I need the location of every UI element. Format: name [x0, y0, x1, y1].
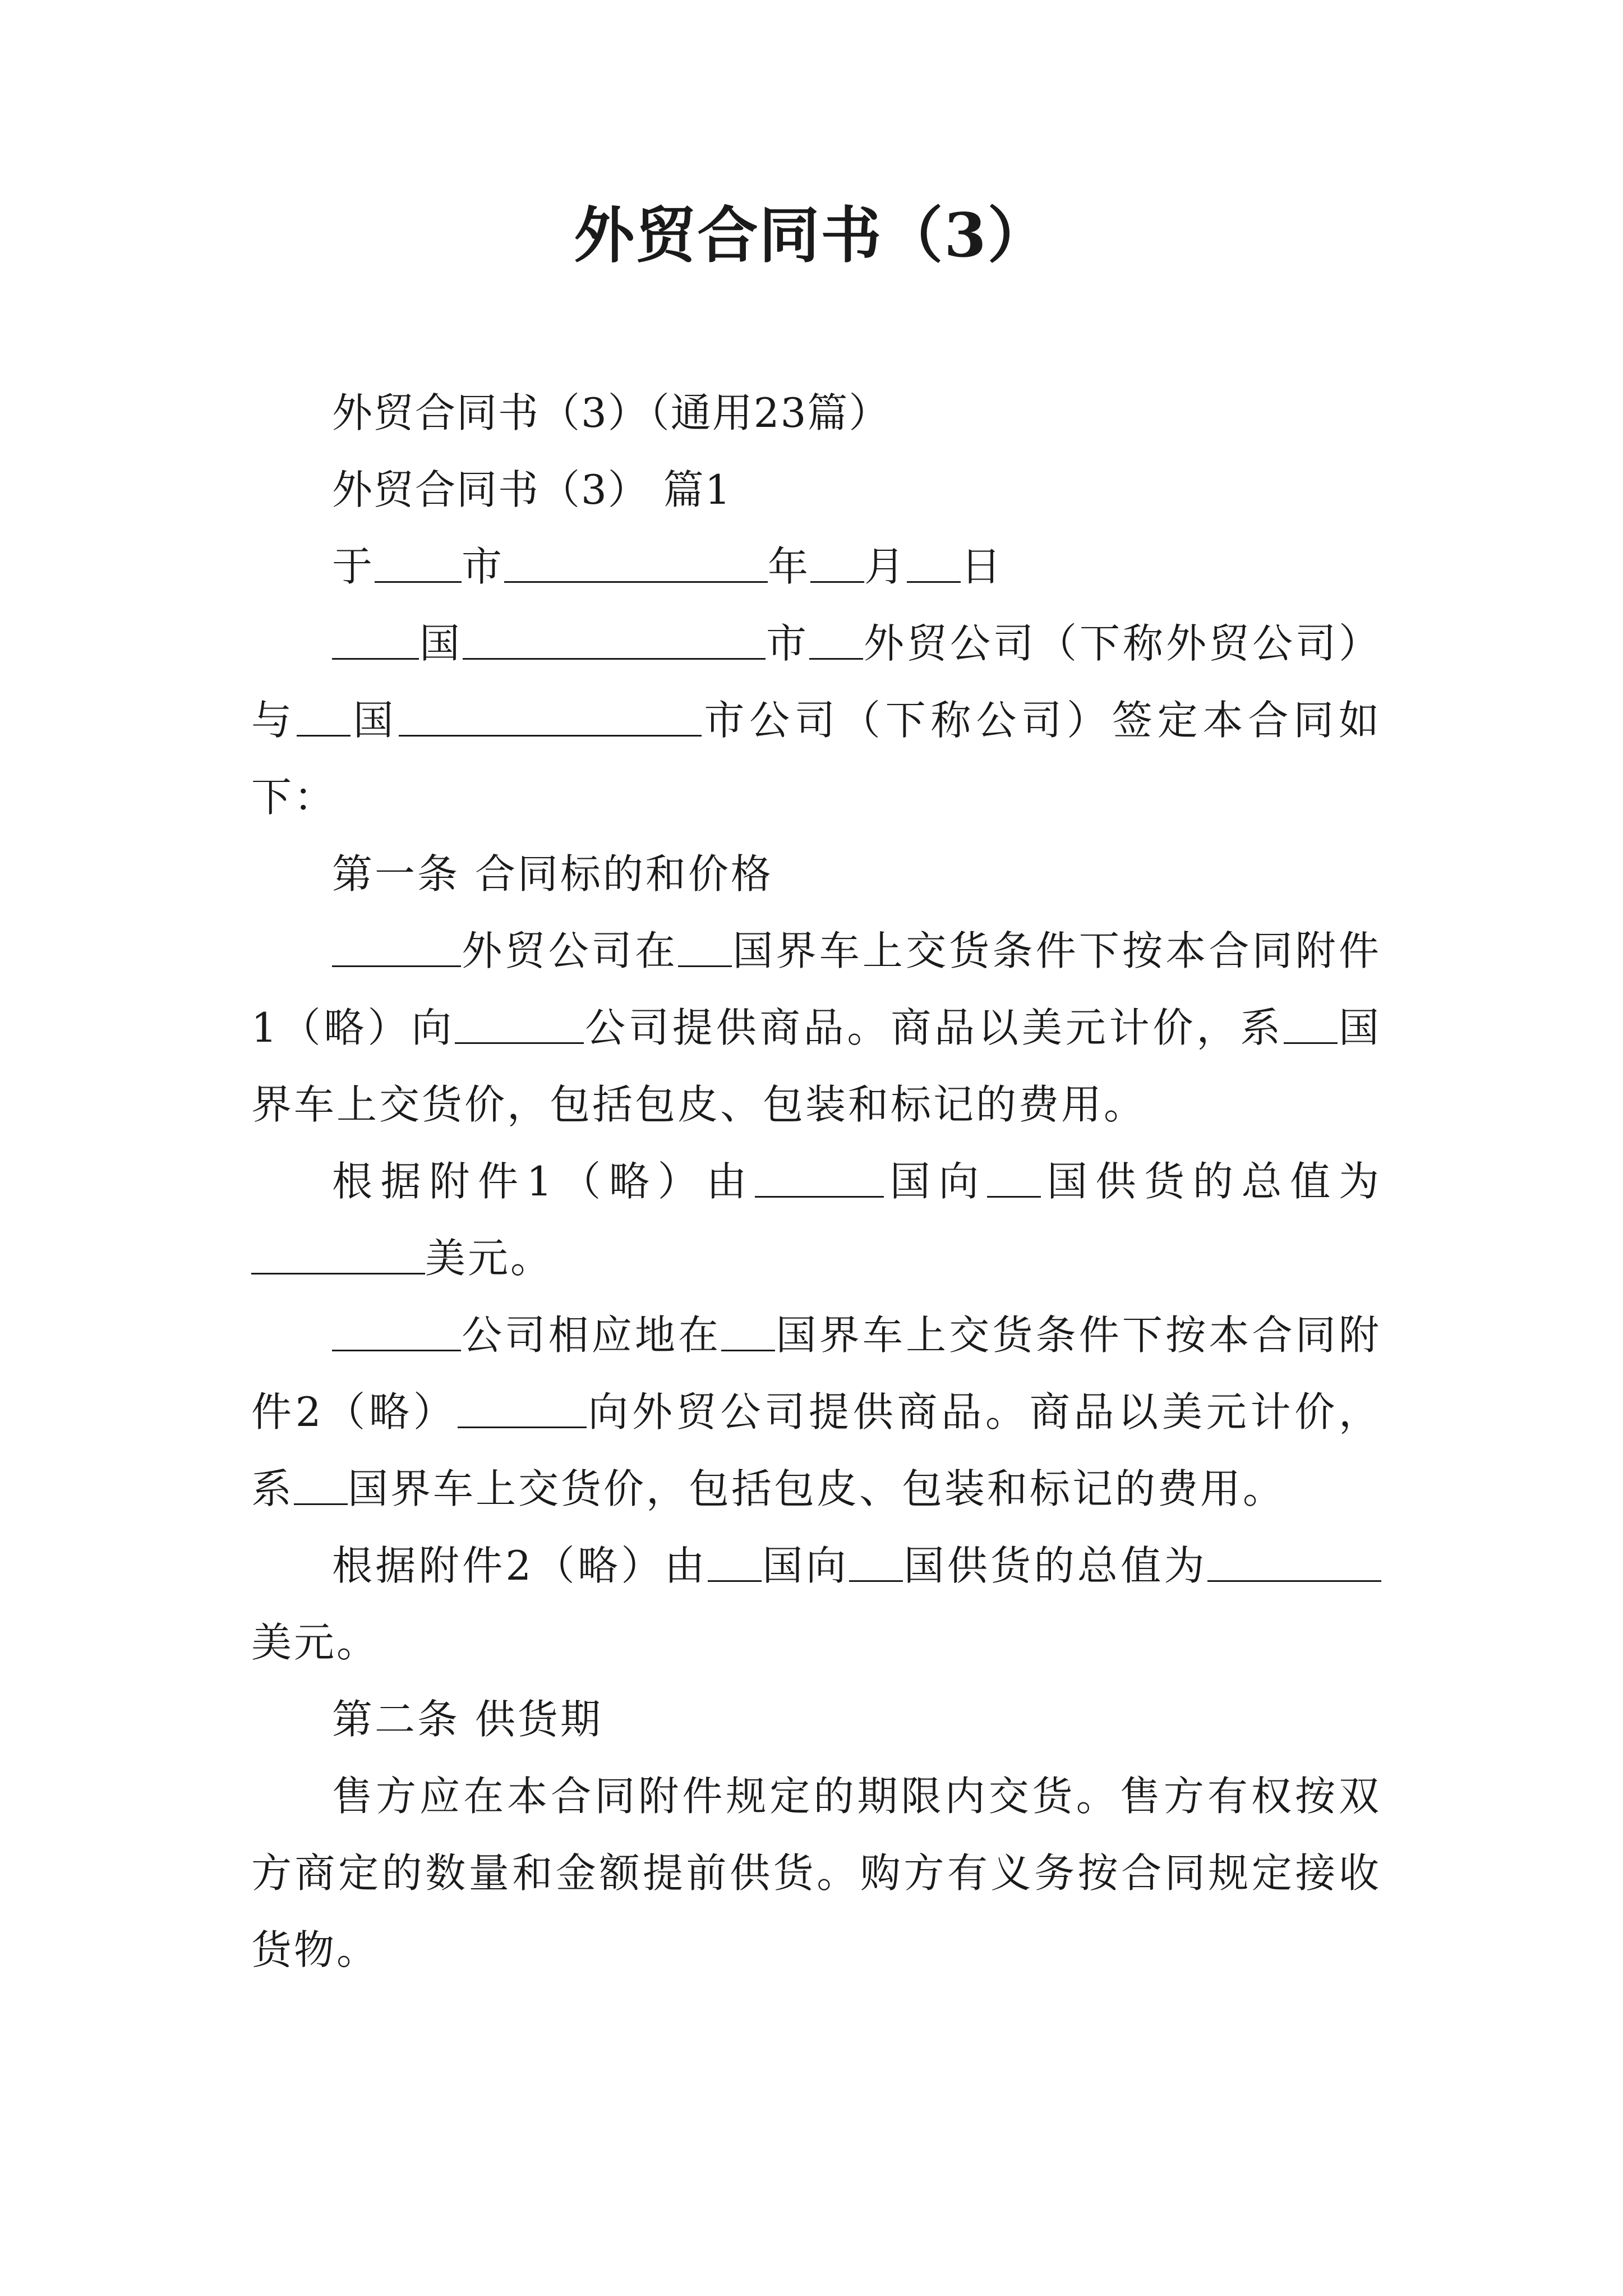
blank-line [375, 542, 462, 582]
blank-line [455, 1004, 584, 1043]
blank-line [332, 619, 419, 659]
text-segment: 日 [961, 543, 1004, 590]
text-segment: 根据附件1（略）由 [332, 1158, 755, 1205]
blank-line [458, 1388, 587, 1428]
blank-line [332, 927, 461, 967]
text-segment: 国 [350, 697, 399, 744]
paragraph-article-1-total-1 [251, 1143, 1381, 1297]
text-segment: 市 [462, 543, 505, 590]
blank-line [849, 1542, 903, 1581]
paragraph-article-1-total-2 [251, 1527, 1381, 1681]
text-segment: 月 [864, 543, 907, 590]
text-segment: 国向 [762, 1542, 850, 1589]
text-segment: 公司提供商品。商品以美元计价，系 [584, 1004, 1284, 1051]
text-segment: 向外贸公司提供商品。商品以美元计价，系 [251, 1388, 1381, 1512]
text-segment: 外贸公司（下称外贸公司）与 [251, 620, 1381, 744]
text-segment: 国界车上交货价，包括包皮、包装和标记的费用。 [348, 1465, 1286, 1512]
blank-line [987, 1157, 1041, 1197]
text-segment: 国界车上交货条件下按本合同附件1（略）向 [251, 927, 1381, 1051]
blank-line [463, 619, 766, 659]
paragraph-article-1-clause-1 [251, 913, 1381, 1143]
paragraph-article-1-heading: 第一条 合同标的和价格 [332, 850, 773, 898]
text-segment: 国供货的总值为 [903, 1542, 1207, 1589]
blank-line [809, 619, 863, 659]
text-segment: 国 [419, 620, 463, 667]
text-segment: 公司相应地在 [461, 1312, 722, 1359]
document-title: 外贸合同书（3） [574, 200, 1049, 271]
text-segment: 根据附件2（略）由 [332, 1542, 708, 1589]
blank-line [297, 696, 351, 736]
blank-line [810, 542, 864, 582]
blank-line [678, 927, 732, 967]
blank-line [708, 1542, 762, 1581]
paragraph-parties [251, 605, 1381, 836]
text-segment: 市 [766, 620, 809, 667]
blank-line [504, 542, 768, 582]
paragraph-date-line [251, 528, 1381, 605]
text-segment: 美元。 [425, 1235, 554, 1282]
paragraph-section-heading: 外贸合同书（3） 篇1 [332, 466, 732, 513]
blank-line [294, 1465, 348, 1504]
paragraph-article-2-body: 售方应在本合同附件规定的期限内交货。售方有权按双方商定的数量和金额提前供货。购方有义务按合同规定接收货物。 [251, 1773, 1381, 1973]
paragraph-subtitle: 外贸合同书（3）（通用23篇） [332, 389, 891, 436]
blank-line [755, 1157, 884, 1197]
blank-line [907, 542, 961, 582]
document-body [251, 375, 1381, 1989]
text-segment: 国界车上交货条件下按本合同附件2（略） [251, 1312, 1381, 1435]
blank-line [1284, 1004, 1338, 1043]
text-segment: 美元。 [251, 1619, 380, 1666]
text-segment: 国向 [884, 1158, 988, 1205]
text-segment: 国供货的总值为 [1041, 1158, 1381, 1205]
text-segment: 市公司（下称公司）签定本合同如下： [251, 697, 1381, 821]
blank-line [399, 696, 702, 736]
text-segment: 年 [768, 543, 811, 590]
text-segment: 于 [332, 543, 375, 590]
blank-line [332, 1311, 461, 1351]
blank-line [1207, 1542, 1381, 1581]
blank-line [251, 1234, 425, 1274]
text-segment: 国界车上交货价，包括包皮、包装和标记的费用。 [251, 1004, 1381, 1128]
text-segment: 外贸公司在 [461, 927, 679, 974]
paragraph-article-2-heading: 第二条 供货期 [332, 1696, 603, 1743]
paragraph-article-1-clause-2 [251, 1297, 1381, 1527]
blank-line [721, 1311, 775, 1351]
